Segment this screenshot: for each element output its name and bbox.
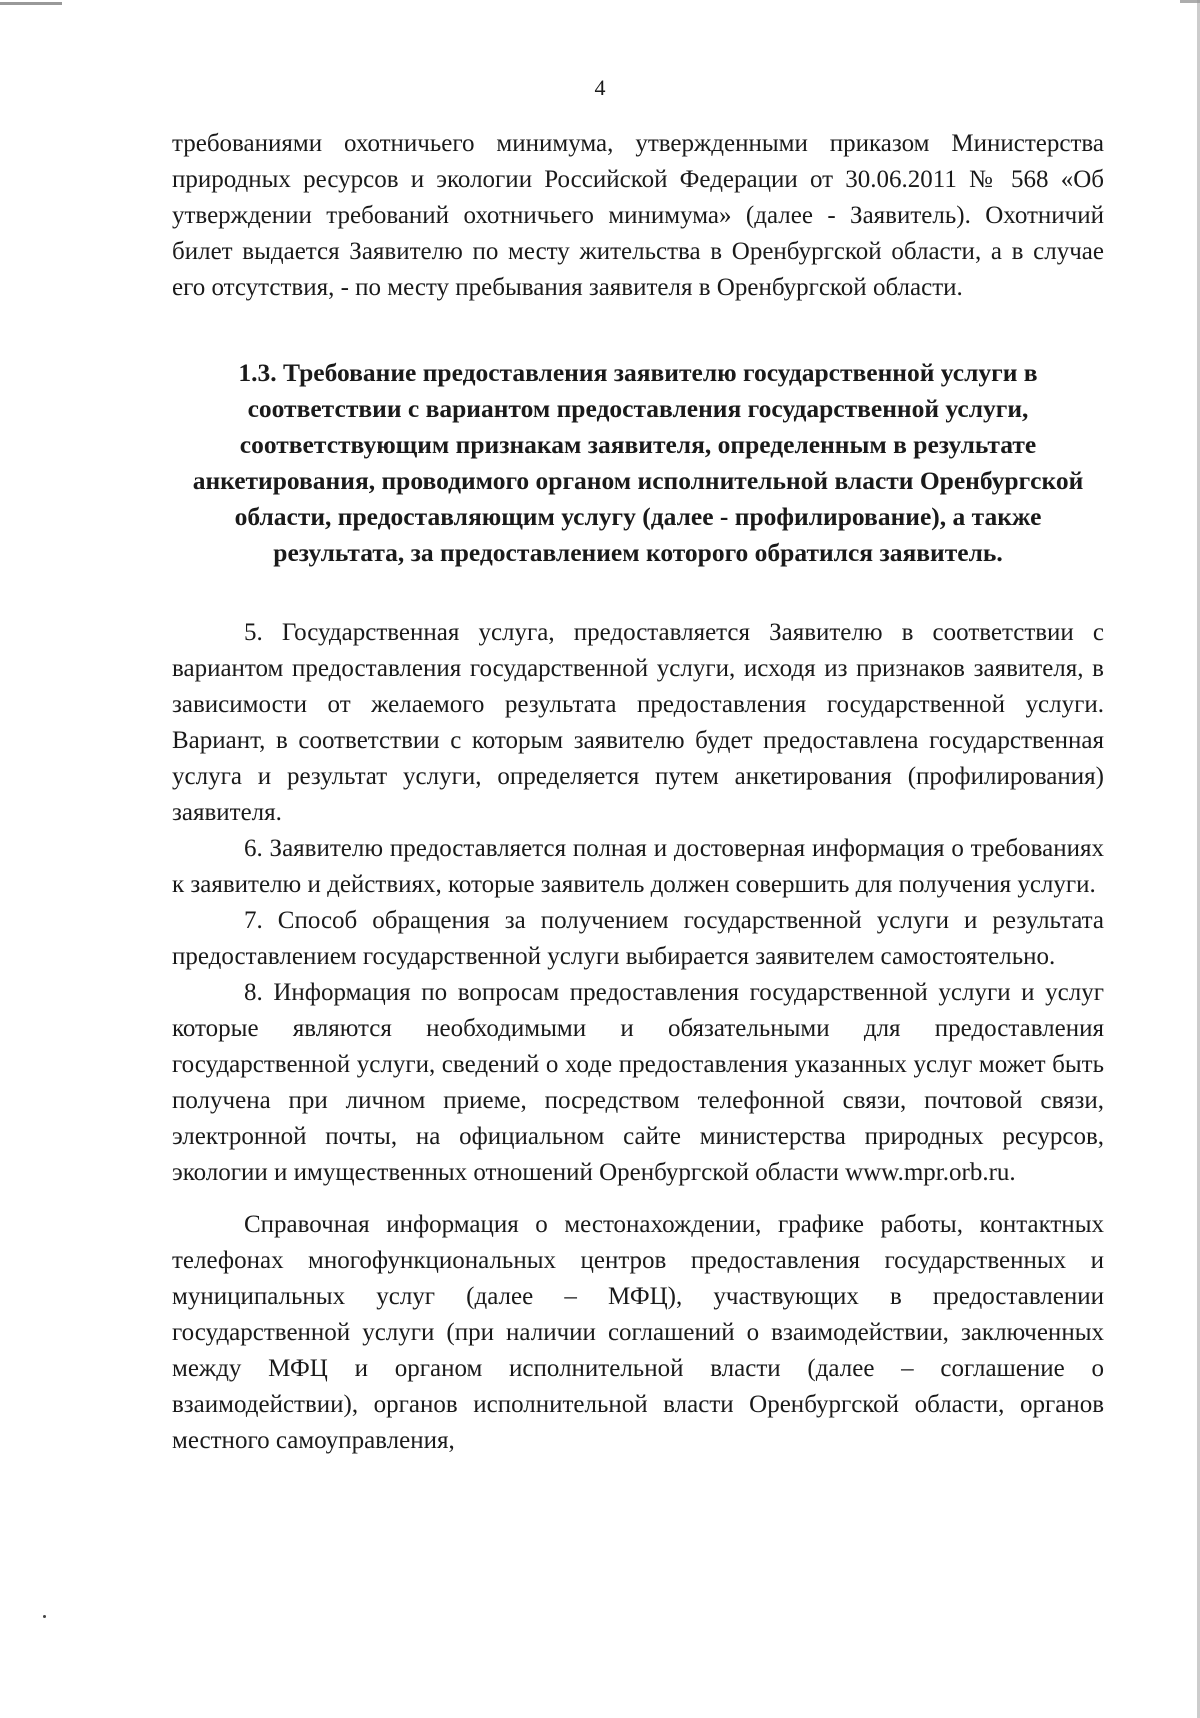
item-5-paragraph: 5. Государственная услуга, предоставляется Заявителю в соответствии с вариантом предоставления государственной услуги, исходя из признаков заявителя, в зависимости от желаемого результата предоставления государственной услуги. Вариант, в соответствии с которым заявителю будет предоставлена государственная услуга и результат услуги, определяется путем анкетирования (профилирования) заявителя.	[172, 619, 1104, 826]
item-7-paragraph: 7. Способ обращения за получением государственной услуги и результата предоставлением государственной услуги выбирается заявителем самостоятельно.	[172, 907, 1104, 970]
document-body	[172, 126, 1104, 1459]
scan-artifact-top-left	[0, 2, 62, 5]
continuation-paragraph: требованиями охотничьего минимума, утвержденными приказом Министерства природных ресурсов и экологии Российской Федерации от 30.06.2011 № 568 «Об утверждении требований охотничьего минимума» (далее - Заявитель). Охотничий билет выдается Заявителю по месту жительства в Оренбургской области, а в случае его отсутствия, - по месту пребывания заявителя в Оренбургской области.	[172, 130, 1104, 301]
item-8-paragraph: 8. Информация по вопросам предоставления государственной услуги и услуг которые являются необходимыми и обязательными для предоставления государственной услуги, сведений о ходе предоставления указанных услуг может быть получена при личном приеме, посредством телефонной связи, почтовой связи, электронной почты, на официальном сайте министерства природных ресурсов, экологии и имущественных отношений Оренбургской области www.mpr.orb.ru.	[172, 979, 1104, 1186]
section-heading: 1.3. Требование предоставления заявителю государственной услуги в соответствии с вариантом предоставления государственной услуги, соответствующим признакам заявителя, определенным в результате анкетирования, проводимого органом исполнительной власти Оренбургской области, предоставляющим услугу (далее - профилирование), а также результата, за предоставлением которого обратился заявитель.	[192, 358, 1084, 567]
reference-info-paragraph: Справочная информация о местонахождении, графике работы, контактных телефонах многофункциональных центров предоставления государственных и муниципальных услуг (далее – МФЦ), участвующих в предоставлении государственной услуги (при наличии соглашений о взаимодействии, заключенных между МФЦ и органом исполнительной власти (далее – соглашение о взаимодействии), органов исполнительной власти Оренбургской области, органов местного самоуправления,	[172, 1211, 1104, 1454]
scan-artifact-speck	[43, 1615, 46, 1618]
page-number: 4	[594, 75, 606, 100]
item-6-paragraph: 6. Заявителю предоставляется полная и достоверная информация о требованиях к заявителю и действиях, которые заявитель должен совершить для получения услуги.	[172, 835, 1104, 898]
